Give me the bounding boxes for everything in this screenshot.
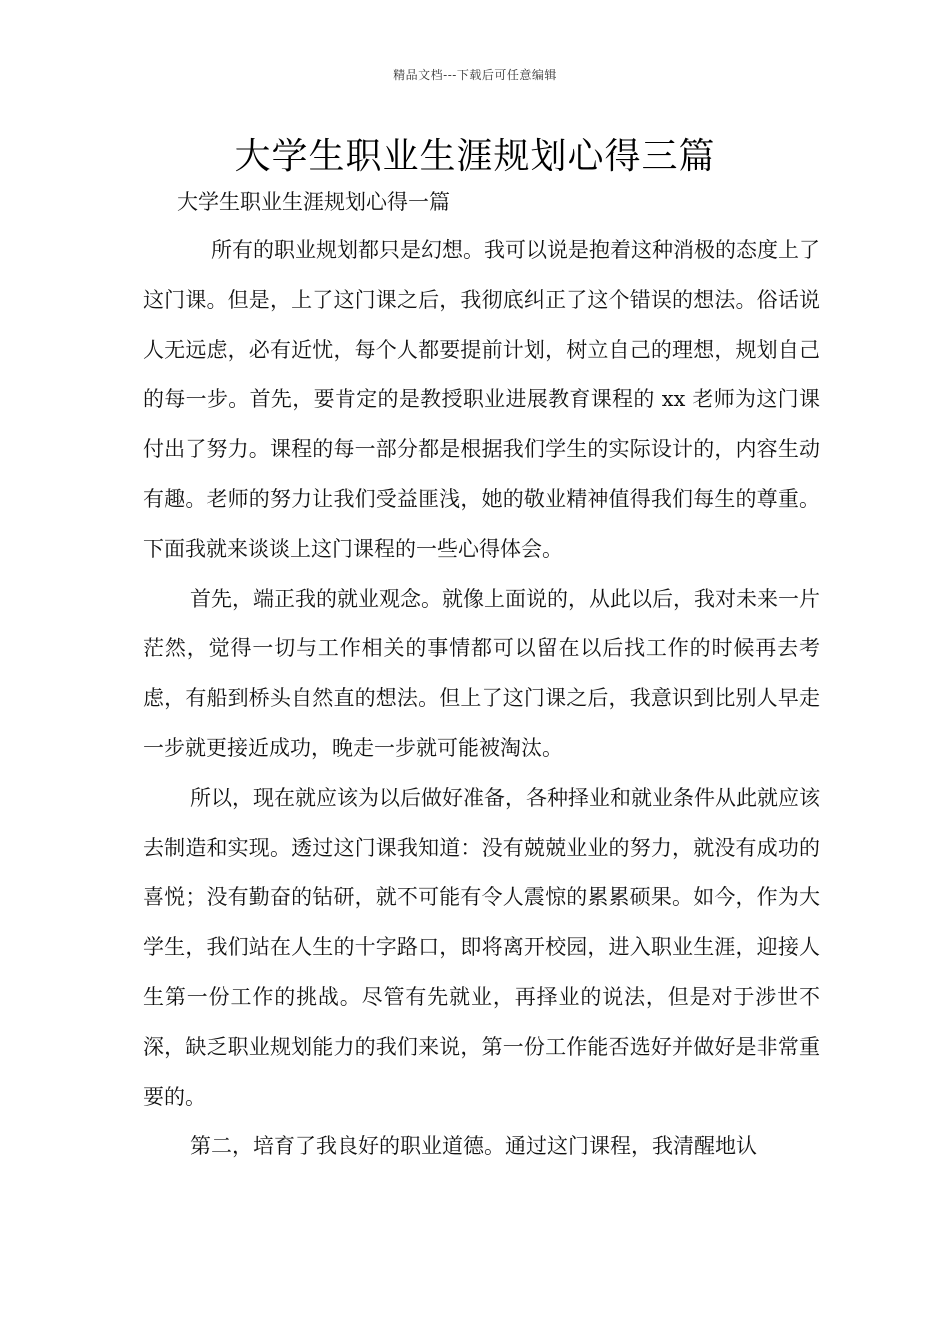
paragraph-1: 所有的职业规划都只是幻想。我可以说是抱着这种消极的态度上了这门课。但是，上了这门课之后，我彻底纠正了这个错误的想法。俗话说人无远虑，必有近忧，每个人都要提前计划，树立自己的理想，规划自己的每一步。首先，要肯定的是教授职业进展教育课程的 xx 老师为这门课付出了努力。课程的每一部分都是根据我们学生的实际设计的，内容生动有趣。老师的努力让我们受益匪浅，她的敬业精神值得我们每生的尊重。下面我就来谈谈上这门课程的一些心得体会。 <box>143 238 820 561</box>
document-body <box>143 226 820 1172</box>
document-title: 大学生职业生涯规划心得三篇 <box>234 136 716 177</box>
paragraph-4: 第二，培育了我良好的职业道德。通过这门课程，我清醒地认 <box>190 1134 757 1159</box>
paragraph-3: 所以，现在就应该为以后做好准备，各种择业和就业条件从此就应该去制造和实现。透过这门课我知道：没有兢兢业业的努力，就没有成功的喜悦；没有勤奋的钻研，就不可能有令人震惊的累累硕果。如今，作为大学生，我们站在人生的十字路口，即将离开校园，进入职业生涯，迎接人生第一份工作的挑战。尽管有先就业，再择业的说法，但是对于涉世不深，缺乏职业规划能力的我们来说，第一份工作能否选好并做好是非常重要的。 <box>143 785 820 1109</box>
document-subtitle: 大学生职业生涯规划心得一篇 <box>177 190 450 214</box>
paragraph-2: 首先，端正我的就业观念。就像上面说的，从此以后，我对未来一片茫然，觉得一切与工作相关的事情都可以留在以后找工作的时候再去考虑，有船到桥头自然直的想法。但上了这门课之后，我意识到比别人早走一步就更接近成功，晚走一步就可能被淘汰。 <box>143 586 820 760</box>
page-header-note: 精品文档---下载后可任意编辑 <box>393 68 557 82</box>
